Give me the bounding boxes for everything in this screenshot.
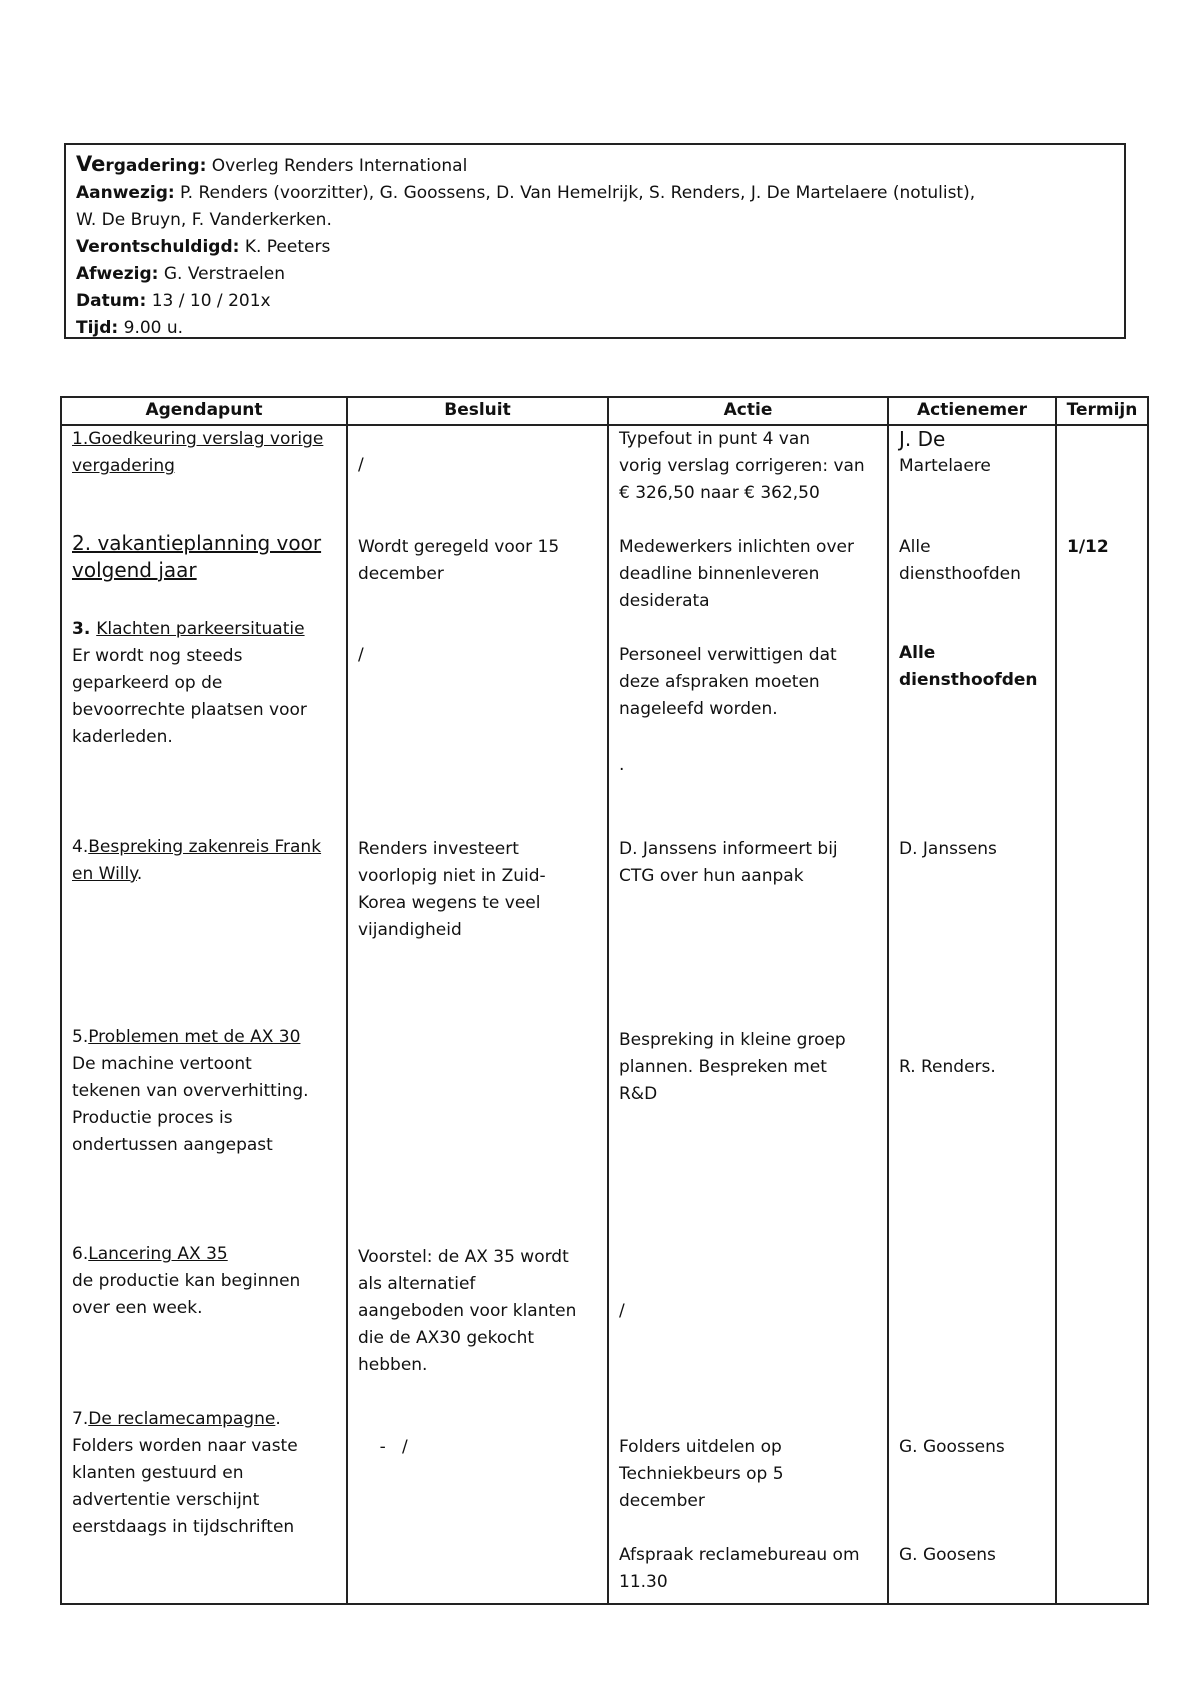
actie-1: Typefout in punt 4 van vorig verslag corrigeren: van € 326,50 naar € 362,50 bbox=[619, 429, 865, 503]
agendapunt-column bbox=[61, 425, 347, 1604]
agendapunt-4: 4.Bespreking zakenreis Frank en Willy. bbox=[72, 837, 322, 884]
vergadering-label: Vergadering: bbox=[76, 152, 207, 176]
actienemer-3: Alle diensthoofden bbox=[899, 643, 1038, 690]
aanwezig-label: Aanwezig: bbox=[76, 183, 175, 203]
actie-7a: Folders uitdelen op Techniekbeurs op 5 december bbox=[619, 1437, 784, 1511]
besluit-7: - / bbox=[358, 1437, 408, 1457]
aanwezig-line bbox=[76, 180, 1114, 207]
column-header-agendapunt: Agendapunt bbox=[61, 397, 347, 425]
aanwezig-value-2: W. De Bruyn, F. Vanderkerken. bbox=[76, 210, 332, 230]
actie-6: / bbox=[619, 1301, 625, 1321]
datum-value: 13 / 10 / 201x bbox=[146, 291, 271, 311]
datum-line bbox=[76, 288, 1114, 315]
table-row bbox=[61, 425, 1148, 1604]
datum-label: Datum: bbox=[76, 291, 147, 311]
actie-5: Bespreking in kleine groep plannen. Bespreken met R&D bbox=[619, 1030, 846, 1104]
agendapunt-5: 5.Problemen met de AX 30 De machine vertoont tekenen van oververhitting. Productie proces is ondertussen aangepast bbox=[72, 1027, 309, 1155]
actie-7b: Afspraak reclamebureau om 11.30 bbox=[619, 1545, 860, 1592]
table-header-row bbox=[61, 397, 1148, 425]
agenda-table bbox=[60, 396, 1149, 1605]
actie-column bbox=[608, 425, 888, 1604]
aanwezig-value: P. Renders (voorzitter), G. Goossens, D. Van Hemelrijk, S. Renders, J. De Martelaere (notulist), bbox=[174, 183, 976, 203]
actie-4: D. Janssens informeert bij CTG over hun aanpak bbox=[619, 839, 838, 886]
agendapunt-2: 2. vakantieplanning voor volgend jaar bbox=[72, 531, 322, 582]
afwezig-value: G. Verstraelen bbox=[158, 264, 285, 284]
column-header-actienemer: Actienemer bbox=[888, 397, 1056, 425]
besluit-1: / bbox=[358, 455, 364, 475]
meeting-title-line bbox=[76, 151, 1114, 180]
actienemer-4: D. Janssens bbox=[899, 839, 997, 859]
actie-2: Medewerkers inlichten over deadline binnenleveren desiderata bbox=[619, 537, 854, 611]
besluit-6: Voorstel: de AX 35 wordt als alternatief aangeboden voor klanten die de AX30 gekocht hebben. bbox=[358, 1247, 577, 1375]
actienemer-column bbox=[888, 425, 1056, 1604]
tijd-value: 9.00 u. bbox=[118, 318, 184, 338]
actienemer-7a: G. Goossens bbox=[899, 1437, 1005, 1457]
tijd-line bbox=[76, 315, 1114, 342]
besluit-3: / bbox=[358, 645, 364, 665]
actienemer-7b: G. Goosens bbox=[899, 1545, 996, 1565]
column-header-termijn: Termijn bbox=[1056, 397, 1148, 425]
besluit-4: Renders investeert voorlopig niet in Zuid- Korea wegens te veel vijandigheid bbox=[358, 839, 546, 940]
termijn-column bbox=[1056, 425, 1148, 1604]
actienemer-1: J. De Martelaere bbox=[899, 427, 991, 476]
verontschuldigd-value: K. Peeters bbox=[239, 237, 331, 257]
verontschuldigd-line bbox=[76, 234, 1114, 261]
termijn-2: 1/12 bbox=[1067, 537, 1109, 557]
tijd-label: Tijd: bbox=[76, 318, 119, 338]
besluit-2: Wordt geregeld voor 15 december bbox=[358, 537, 560, 584]
meeting-info-box bbox=[64, 143, 1126, 339]
vergadering-value: Overleg Renders International bbox=[206, 156, 468, 176]
actienemer-2: Alle diensthoofden bbox=[899, 537, 1021, 584]
actie-3-dot: . bbox=[619, 755, 625, 775]
column-header-actie: Actie bbox=[608, 397, 888, 425]
agendapunt-6: 6.Lancering AX 35 de productie kan beginnen over een week. bbox=[72, 1244, 301, 1318]
verontschuldigd-label: Verontschuldigd: bbox=[76, 237, 240, 257]
actienemer-5: R. Renders. bbox=[899, 1057, 996, 1077]
besluit-column bbox=[347, 425, 608, 1604]
column-header-besluit: Besluit bbox=[347, 397, 608, 425]
agendapunt-7: 7.De reclamecampagne. Folders worden naar vaste klanten gestuurd en advertentie verschijnt eerstdaags in tijdschriften bbox=[72, 1409, 298, 1537]
agendapunt-3: 3. Klachten parkeersituatie Er wordt nog steeds geparkeerd op de bevoorrechte plaatsen voor kaderleden. bbox=[72, 619, 307, 747]
afwezig-label: Afwezig: bbox=[76, 264, 159, 284]
actie-3: Personeel verwittigen dat deze afspraken moeten nageleefd worden. bbox=[619, 645, 837, 719]
aanwezig-line-2 bbox=[76, 207, 1114, 234]
afwezig-line bbox=[76, 261, 1114, 288]
agendapunt-1: 1.Goedkeuring verslag vorige vergadering bbox=[72, 429, 324, 476]
